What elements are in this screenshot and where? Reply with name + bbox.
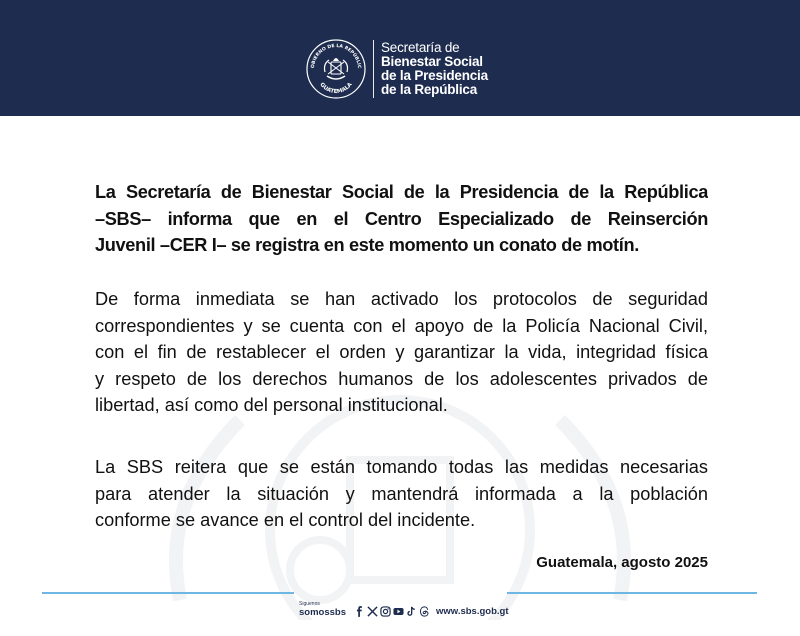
org-name-line-4: de la República xyxy=(381,82,478,97)
paragraph-3-line: La SBS reitera que se están tomando todas las medidas necesarias xyxy=(95,457,708,477)
svg-text:GUATEMALA xyxy=(318,81,354,95)
tiktok-icon[interactable] xyxy=(406,606,417,617)
paragraph-3-line: conforme se avance en el control del incidente. xyxy=(95,510,476,530)
youtube-icon[interactable] xyxy=(393,606,404,617)
brand-handle[interactable] xyxy=(299,601,351,621)
guatemala-coat-of-arms-icon xyxy=(305,38,367,100)
footer-divider-left xyxy=(42,592,294,594)
footer-social-bar xyxy=(299,601,508,621)
statement-paragraph-2 xyxy=(95,286,708,419)
statement-paragraph-1 xyxy=(95,179,708,259)
instagram-icon[interactable] xyxy=(380,606,391,617)
facebook-icon[interactable] xyxy=(354,606,365,617)
paragraph-1-line: Juvenil –CER I– se registra en este momento un conato de motín. xyxy=(95,235,639,255)
paragraph-2-line: correspondientes y se cuenta con el apoyo de la Policía Nacional Civil, xyxy=(95,315,708,336)
brand-follow-label: Siguenos xyxy=(299,601,320,607)
paragraph-2-line: libertad, así como del personal institucional. xyxy=(95,395,448,415)
x-icon[interactable] xyxy=(367,606,378,617)
paragraph-1-line: –SBS– informa que en el Centro Especializado de Reinserción xyxy=(95,208,708,229)
threads-icon[interactable] xyxy=(419,606,430,617)
header-divider xyxy=(373,40,374,98)
organization-name xyxy=(381,41,488,97)
social-icons xyxy=(354,606,432,617)
footer-divider-right xyxy=(507,592,757,594)
org-name-line-2: Bienestar Social xyxy=(381,54,483,69)
website-link[interactable]: www.sbs.gob.gt xyxy=(436,605,509,617)
org-name-line-3: de la Presidencia xyxy=(381,68,488,83)
seal-text-top: OBIERNO DE LA REPÚBLIC xyxy=(310,43,362,69)
org-name-line-1: Secretaría de xyxy=(381,40,460,55)
statement-paragraph-3 xyxy=(95,454,708,534)
paragraph-3-line: para atender la situación y mantendrá informada a la población xyxy=(95,483,708,504)
paragraph-2-line: De forma inmediata se han activado los protocolos de seguridad xyxy=(95,289,708,309)
paragraph-1-line: La Secretaría de Bienestar Social de la Presidencia de la República xyxy=(95,182,708,202)
paragraph-2-line: con el fin de restablecer el orden y garantizar la vida, integridad física xyxy=(95,342,708,362)
brand-handle-text: somossbs xyxy=(299,607,346,618)
place-date-signature: Guatemala, agosto 2025 xyxy=(536,554,708,571)
seal-text-bottom: GUATEMALA xyxy=(318,81,354,96)
svg-text:GOBIERNO DE LA REPÚBLICA xyxy=(305,38,362,69)
header-banner xyxy=(0,0,800,116)
paragraph-2-line: y respeto de los derechos humanos de los adolescentes privados de xyxy=(95,368,708,389)
